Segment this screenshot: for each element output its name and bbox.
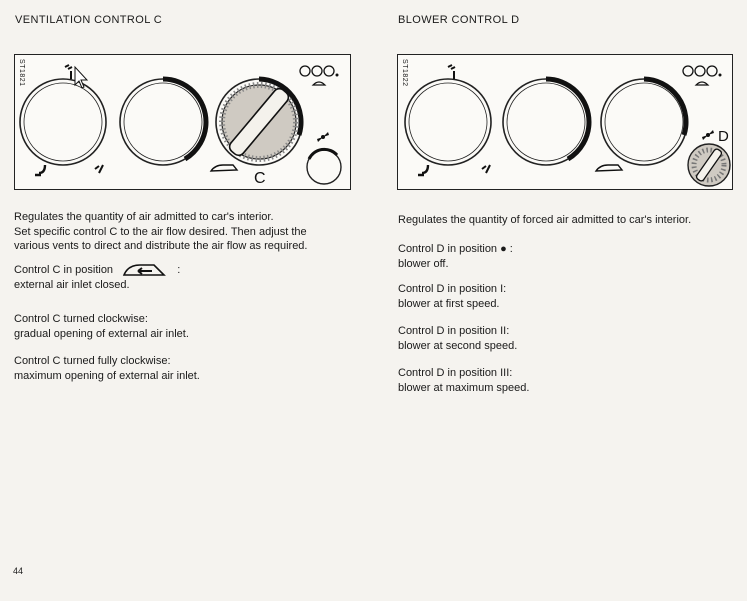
colon-suffix: : bbox=[177, 263, 181, 276]
ventilation-description-line: Regulates the quantity of air admitted to car's interior. bbox=[14, 211, 274, 223]
control-c-position-label: Control C in position bbox=[14, 263, 114, 276]
feet-face-vent-icon bbox=[95, 165, 103, 173]
control-c-result: maximum opening of external air inlet. bbox=[14, 369, 200, 382]
blower-panel-illustration bbox=[397, 54, 733, 190]
control-d-result: blower at maximum speed. bbox=[398, 381, 530, 394]
control-c-result: external air inlet closed. bbox=[14, 279, 130, 291]
control-d-position-label: Control D in position I: bbox=[398, 283, 507, 295]
ventilation-control-title: VENTILATION CONTROL C bbox=[15, 14, 163, 26]
control-d-item bbox=[398, 242, 738, 271]
fan-icon bbox=[317, 132, 329, 142]
control-c-result: gradual opening of external air inlet. bbox=[14, 327, 189, 340]
floor-vent-icon-left bbox=[418, 165, 428, 175]
control-d-position-label: Control D in position II: bbox=[398, 325, 510, 337]
floor-vent-icon-left bbox=[35, 165, 45, 175]
windscreen-demist-icon bbox=[300, 66, 339, 85]
windscreen-demist-icon bbox=[683, 66, 722, 85]
control-d-result: blower off. bbox=[398, 257, 449, 270]
control-d-position-label: Control D in position III: bbox=[398, 367, 513, 379]
dial-letter-d: D bbox=[718, 128, 729, 145]
control-c-position-label: Control C turned fully clockwise: bbox=[14, 355, 171, 367]
vent-dial-left bbox=[20, 79, 106, 165]
feet-face-vent-icon bbox=[482, 165, 490, 173]
control-d-position-label: Control D in position ● : bbox=[398, 243, 513, 255]
face-vent-icon bbox=[448, 65, 455, 79]
blower-panel-dial-left bbox=[405, 79, 491, 165]
control-d-result: blower at first speed. bbox=[398, 297, 500, 310]
closed-inlet-car-icon bbox=[122, 262, 168, 278]
panel-code-right: ST1822 bbox=[401, 59, 408, 87]
control-c-item bbox=[14, 312, 359, 341]
control-d-result: blower at second speed. bbox=[398, 339, 518, 352]
dial-letter-c: C bbox=[254, 170, 266, 187]
fan-icon bbox=[702, 130, 714, 140]
recirculation-car-icon bbox=[596, 165, 622, 171]
control-d-item bbox=[398, 282, 738, 311]
control-d-item bbox=[398, 324, 738, 353]
control-c-position-label: Control C turned clockwise: bbox=[14, 313, 148, 325]
blower-description: Regulates the quantity of forced air admitted to car's interior. bbox=[398, 214, 692, 226]
control-c-item bbox=[14, 262, 359, 293]
recirculation-car-icon bbox=[211, 165, 237, 171]
ventilation-description-line: Set specific control C to the air flow desired. Then adjust the bbox=[14, 225, 307, 238]
ventilation-description-line: various vents to direct and distribute the air flow as required. bbox=[14, 240, 308, 252]
control-c-item bbox=[14, 354, 359, 383]
page-number: 44 bbox=[13, 566, 24, 576]
blower-control-title: BLOWER CONTROL D bbox=[398, 14, 520, 26]
ventilation-description bbox=[14, 210, 359, 254]
control-d-item bbox=[398, 366, 738, 395]
ventilation-panel-illustration bbox=[14, 54, 351, 190]
face-vent-icon bbox=[65, 65, 72, 79]
panel-code-left: ST1821 bbox=[18, 59, 25, 87]
